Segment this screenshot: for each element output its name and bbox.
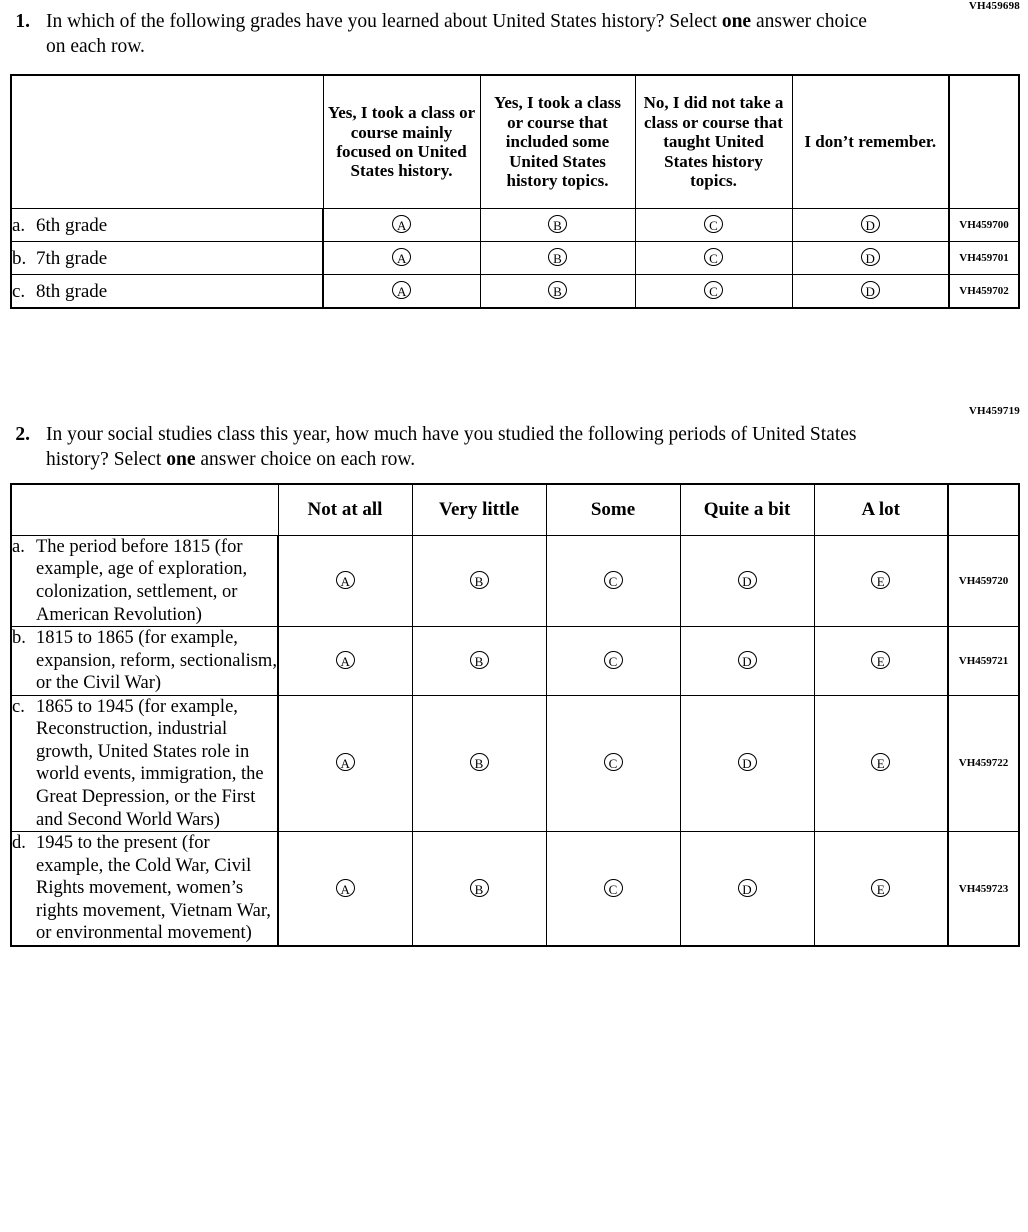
radio-bubble-c1[interactable]: A	[392, 281, 411, 299]
option-cell[interactable]	[546, 535, 680, 626]
table-row	[11, 274, 1019, 308]
radio-bubble-b2[interactable]: B	[470, 651, 489, 669]
option-cell[interactable]	[480, 274, 635, 308]
table-row	[11, 208, 1019, 241]
header-blank	[11, 484, 278, 536]
header-id-blank	[948, 484, 1019, 536]
option-cell[interactable]	[792, 208, 949, 241]
radio-bubble-a1[interactable]: A	[336, 571, 355, 589]
option-cell[interactable]	[680, 695, 814, 831]
radio-bubble-d3[interactable]: C	[604, 879, 623, 897]
row-text: 1815 to 1865 (for example, expansion, reform, sectionalism, or the Civil War)	[36, 628, 277, 694]
radio-bubble-b2[interactable]: B	[548, 248, 567, 266]
table-row	[11, 832, 1019, 946]
question-1-stem	[0, 10, 1028, 60]
option-cell[interactable]	[814, 535, 948, 626]
question-block-2	[0, 405, 1028, 947]
radio-bubble-b4[interactable]: D	[738, 651, 757, 669]
option-cell[interactable]	[412, 627, 546, 696]
option-cell[interactable]	[635, 274, 792, 308]
question-1-text-part1: In which of the following grades have you learned about United States history? Select	[46, 11, 722, 32]
row-text: The period before 1815 (for example, age of exploration, colonization, settlement, or American Revolution)	[36, 536, 248, 625]
radio-bubble-b1[interactable]: A	[392, 248, 411, 266]
table-header-row	[11, 484, 1019, 536]
option-cell[interactable]	[480, 241, 635, 274]
question-1-number: 1.	[15, 11, 30, 32]
radio-bubble-c2[interactable]: B	[470, 753, 489, 771]
column-header-4: I don’t remember.	[792, 75, 949, 209]
row-label-b	[11, 627, 278, 696]
row-item-id: VH459721	[948, 627, 1019, 696]
radio-bubble-d2[interactable]: B	[470, 879, 489, 897]
radio-bubble-b4[interactable]: D	[861, 248, 880, 266]
question-2-item-id: VH459719	[968, 404, 1020, 417]
radio-bubble-d1[interactable]: A	[336, 879, 355, 897]
option-cell[interactable]	[814, 832, 948, 946]
radio-bubble-a2[interactable]: B	[548, 215, 567, 233]
question-2-stem	[0, 405, 1028, 473]
column-header-1: Not at all	[278, 484, 412, 536]
radio-bubble-c4[interactable]: D	[738, 753, 757, 771]
row-letter: c.	[12, 281, 26, 303]
row-text: 1865 to 1945 (for example, Reconstruction, industrial growth, United States role in world events, immigration, the Great Depression, or the First and Second World Wars)	[36, 696, 264, 830]
radio-bubble-a3[interactable]: C	[704, 215, 723, 233]
row-label-a	[11, 535, 278, 626]
column-header-4: Quite a bit	[680, 484, 814, 536]
question-1-matrix-table	[10, 74, 1020, 309]
option-cell[interactable]	[278, 832, 412, 946]
option-cell[interactable]	[412, 695, 546, 831]
question-1-text	[46, 10, 876, 60]
row-letter: c.	[12, 696, 25, 717]
radio-bubble-d5[interactable]: E	[871, 879, 890, 897]
radio-bubble-c1[interactable]: A	[336, 753, 355, 771]
row-item-id: VH459702	[949, 274, 1019, 308]
row-letter: b.	[12, 628, 26, 649]
row-item-id: VH459720	[948, 535, 1019, 626]
row-item-id: VH459700	[949, 208, 1019, 241]
question-2-number: 2.	[15, 423, 30, 445]
row-label-a	[11, 208, 323, 241]
option-cell[interactable]	[814, 627, 948, 696]
question-1-item-id: VH459698	[968, 0, 1020, 12]
question-2-text-part1: In your social studies class this year, how much have you studied the following periods of United States history? Select	[46, 423, 857, 470]
option-cell[interactable]	[323, 208, 480, 241]
option-cell[interactable]	[635, 241, 792, 274]
option-cell[interactable]	[278, 627, 412, 696]
row-text: 1945 to the present (for example, the Cold War, Civil Rights movement, women’s rights movement, Vietnam War, or environmental movement)	[36, 833, 271, 944]
row-label-d	[11, 832, 278, 946]
option-cell[interactable]	[546, 832, 680, 946]
header-blank	[11, 75, 323, 209]
column-header-1: Yes, I took a class or course mainly focused on United States history.	[323, 75, 480, 209]
radio-bubble-a1[interactable]: A	[392, 215, 411, 233]
question-block-1	[0, 0, 1028, 309]
radio-bubble-a3[interactable]: C	[604, 571, 623, 589]
row-letter: a.	[12, 215, 26, 237]
option-cell[interactable]	[680, 832, 814, 946]
option-cell[interactable]	[792, 241, 949, 274]
option-cell[interactable]	[278, 695, 412, 831]
option-cell[interactable]	[680, 535, 814, 626]
option-cell[interactable]	[546, 627, 680, 696]
table-header-row	[11, 75, 1019, 209]
row-item-id: VH459722	[948, 695, 1019, 831]
radio-bubble-c2[interactable]: B	[548, 281, 567, 299]
question-1-text-emphasis: one	[721, 11, 752, 32]
table-row	[11, 627, 1019, 696]
row-text: 6th grade	[36, 215, 108, 237]
radio-bubble-b3[interactable]: C	[604, 651, 623, 669]
option-cell[interactable]	[412, 832, 546, 946]
row-item-id: VH459701	[949, 241, 1019, 274]
radio-bubble-a5[interactable]: E	[871, 571, 890, 589]
radio-bubble-c3[interactable]: C	[604, 753, 623, 771]
row-letter: a.	[12, 536, 25, 557]
option-cell[interactable]	[814, 695, 948, 831]
radio-bubble-b5[interactable]: E	[871, 651, 890, 669]
row-label-c	[11, 274, 323, 308]
table-row	[11, 695, 1019, 831]
row-label-c	[11, 695, 278, 831]
row-item-id: VH459723	[948, 832, 1019, 946]
row-letter: d.	[12, 833, 26, 854]
radio-bubble-c4[interactable]: D	[861, 281, 880, 299]
table-row	[11, 535, 1019, 626]
question-2-text-part2: answer choice on each row.	[195, 448, 416, 470]
option-cell[interactable]	[792, 274, 949, 308]
row-text: 8th grade	[36, 281, 108, 303]
option-cell[interactable]	[278, 535, 412, 626]
row-label-b	[11, 241, 323, 274]
row-text: 7th grade	[36, 248, 108, 270]
option-cell[interactable]	[635, 208, 792, 241]
row-letter: b.	[12, 248, 27, 270]
column-header-5: A lot	[814, 484, 948, 536]
question-2-text-emphasis: one	[166, 448, 196, 470]
question-1-text-part2: answer choice on each row.	[46, 11, 867, 57]
radio-bubble-d4[interactable]: D	[738, 879, 757, 897]
option-cell[interactable]	[480, 208, 635, 241]
radio-bubble-a2[interactable]: B	[470, 571, 489, 589]
option-cell[interactable]	[323, 241, 480, 274]
radio-bubble-c5[interactable]: E	[871, 753, 890, 771]
radio-bubble-a4[interactable]: D	[738, 571, 757, 589]
radio-bubble-b1[interactable]: A	[336, 651, 355, 669]
column-header-2: Very little	[412, 484, 546, 536]
radio-bubble-c3[interactable]: C	[704, 281, 723, 299]
option-cell[interactable]	[680, 627, 814, 696]
radio-bubble-b3[interactable]: C	[704, 248, 723, 266]
header-id-blank	[949, 75, 1019, 209]
option-cell[interactable]	[412, 535, 546, 626]
option-cell[interactable]	[546, 695, 680, 831]
question-2-text	[46, 423, 876, 473]
option-cell[interactable]	[323, 274, 480, 308]
radio-bubble-a4[interactable]: D	[861, 215, 880, 233]
question-2-matrix-table	[10, 483, 1020, 947]
column-header-3: Some	[546, 484, 680, 536]
table-row	[11, 241, 1019, 274]
column-header-2: Yes, I took a class or course that included some United States history topics.	[480, 75, 635, 209]
section-spacer	[0, 309, 1028, 405]
column-header-3: No, I did not take a class or course that taught United States history topics.	[635, 75, 792, 209]
